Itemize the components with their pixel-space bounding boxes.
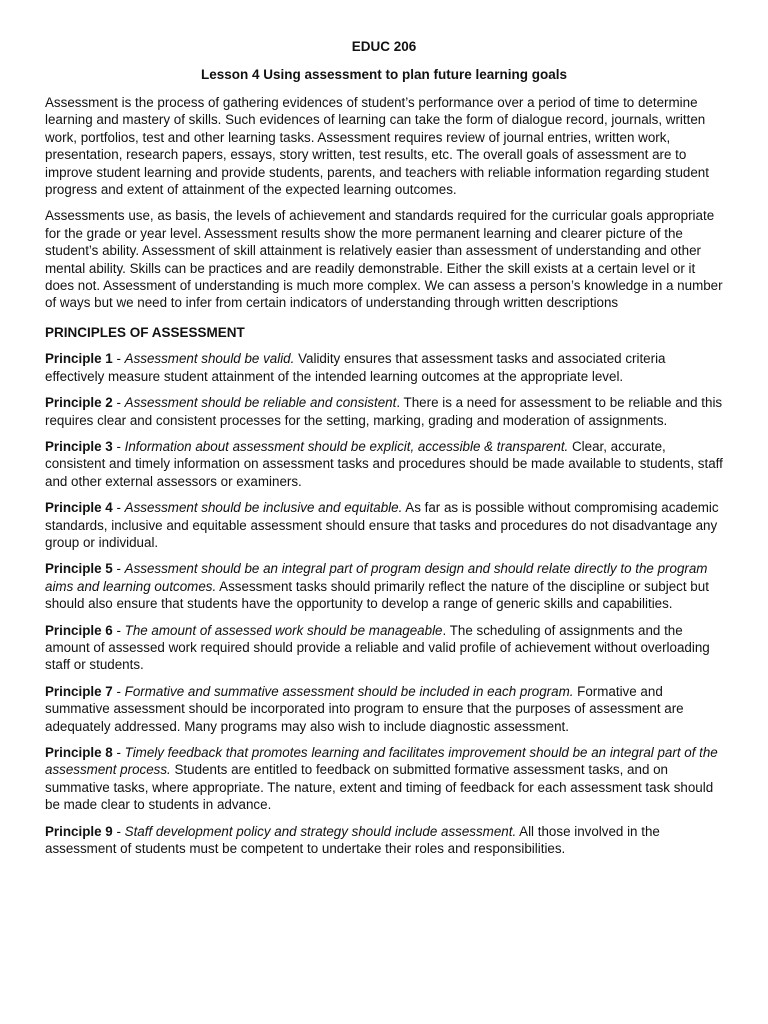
principle-statement: Staff development policy and strategy should include assessment. (124, 823, 517, 839)
principle-separator: - (112, 351, 125, 367)
principle-text: Clear, accurate, consistent and timely information on assessment tasks and procedures should be made available to students, staff and other external assessors or examiners. (45, 438, 723, 489)
document-body (45, 94, 725, 866)
principle-item (45, 350, 725, 385)
principle-statement: Formative and summative assessment should be included in each program. (124, 683, 574, 699)
principle-item (45, 560, 725, 612)
principle-separator: - (112, 438, 125, 454)
principle-separator: - (112, 395, 125, 411)
principle-statement: The amount of assessed work should be manageable (124, 622, 443, 638)
principle-text: Students are entitled to feedback on submitted formative assessment tasks, and on summative tasks, where appropriate. The nature, extent and timing of feedback for each assessment task should be made clear to students in advance. (45, 762, 714, 813)
principle-item (45, 622, 725, 674)
principle-statement: Information about assessment should be explicit, accessible & transparent. (124, 438, 569, 454)
principle-statement: Timely feedback that promotes learning and facilitates improvement should be an integral part of the assessment process. (45, 745, 718, 778)
lesson-title: Lesson 4 Using assessment to plan future learning goals (200, 67, 568, 82)
principle-label: Principle 3 (45, 438, 113, 454)
principle-text: Assessment tasks should primarily reflect the nature of the discipline or subject but should also ensure that students have the opportunity to develop a range of generic skills and capabilities. (45, 578, 709, 612)
principle-item (45, 744, 725, 814)
principle-label: Principle 9 (45, 823, 113, 839)
principle-separator: - (112, 622, 125, 638)
principle-text: . The scheduling of assignments and the amount of assessed work required should provide a reliable and valid profile of achievement without overloading staff or students. (45, 622, 710, 673)
principle-text: As far as is possible without compromising academic standards, inclusive and equitable assessment should ensure that tasks and procedures do not disadvantage any group or individual. (45, 500, 719, 550)
principle-label: Principle 2 (45, 395, 113, 411)
principle-separator: - (112, 561, 125, 577)
principle-statement: Assessment should be an integral part of program design and should relate directly to the program aims and learning outcomes. (45, 561, 708, 594)
principle-item (45, 823, 725, 858)
principle-statement: Assessment should be inclusive and equitable. (124, 500, 403, 516)
intro-paragraph: Assessments use, as basis, the levels of achievement and standards required for the curricular goals appropriate for the grade or year level. Assessment results show the more permanent learning and clearer picture of the student’s ability. Assessment of skill attainment is relatively easier than assessment of understanding and other mental ability. Skills can be practices and are readily demonstrable. Either the skill exists at a certain level or it does not. Assessment of understanding is much more complex. We can assess a person’s knowledge in a number of ways but we need to infer from certain indicators of understanding through written descriptions (45, 208, 723, 311)
principle-separator: - (112, 745, 125, 760)
principle-separator: - (112, 823, 125, 839)
principle-text: All those involved in the assessment of students must be competent to undertake their roles and responsibilities. (45, 823, 660, 857)
principle-item (45, 499, 725, 551)
principle-statement: Assessment should be reliable and consistent (124, 395, 397, 411)
principle-item (45, 394, 725, 429)
principle-label: Principle 7 (45, 683, 113, 699)
principle-item (45, 683, 725, 735)
principle-separator: - (112, 683, 125, 699)
principle-text: Formative and summative assessment should be incorporated into program to ensure that the purposes of assessment are adequately addressed. Many programs may also wish to include diagnostic assessment. (45, 683, 684, 734)
principles-heading: PRINCIPLES OF ASSESSMENT (45, 324, 245, 340)
principle-label: Principle 4 (45, 500, 113, 516)
principle-text: Validity ensures that assessment tasks and associated criteria effectively measure student attainment of the intended learning outcomes at the appropriate level. (45, 351, 666, 384)
intro-paragraph: Assessment is the process of gathering evidences of student’s performance over a period of time to determine learning and mastery of skills. Such evidences of learning can take the form of dialogue record, journals, written work, portfolios, test and other learning tasks. Assessment requires review of journal entries, written work, presentation, research papers, essays, story written, test results, etc. The overall goals of assessment are to improve student learning and provide students, parents, and teachers with reliable information regarding student progress and extent of attainment of the expected learning outcomes. (45, 95, 709, 198)
principle-label: Principle 1 (45, 351, 113, 367)
principle-item (45, 438, 725, 490)
principle-label: Principle 6 (45, 622, 113, 638)
principle-text: . There is a need for assessment to be reliable and this requires clear and consistent processes for the setting, marking, grading and moderation of assignments. (45, 395, 723, 428)
principle-label: Principle 8 (45, 745, 113, 760)
principle-statement: Assessment should be valid. (124, 351, 295, 367)
principle-label: Principle 5 (45, 561, 113, 577)
course-code: EDUC 206 (351, 39, 417, 54)
principle-separator: - (112, 500, 125, 516)
